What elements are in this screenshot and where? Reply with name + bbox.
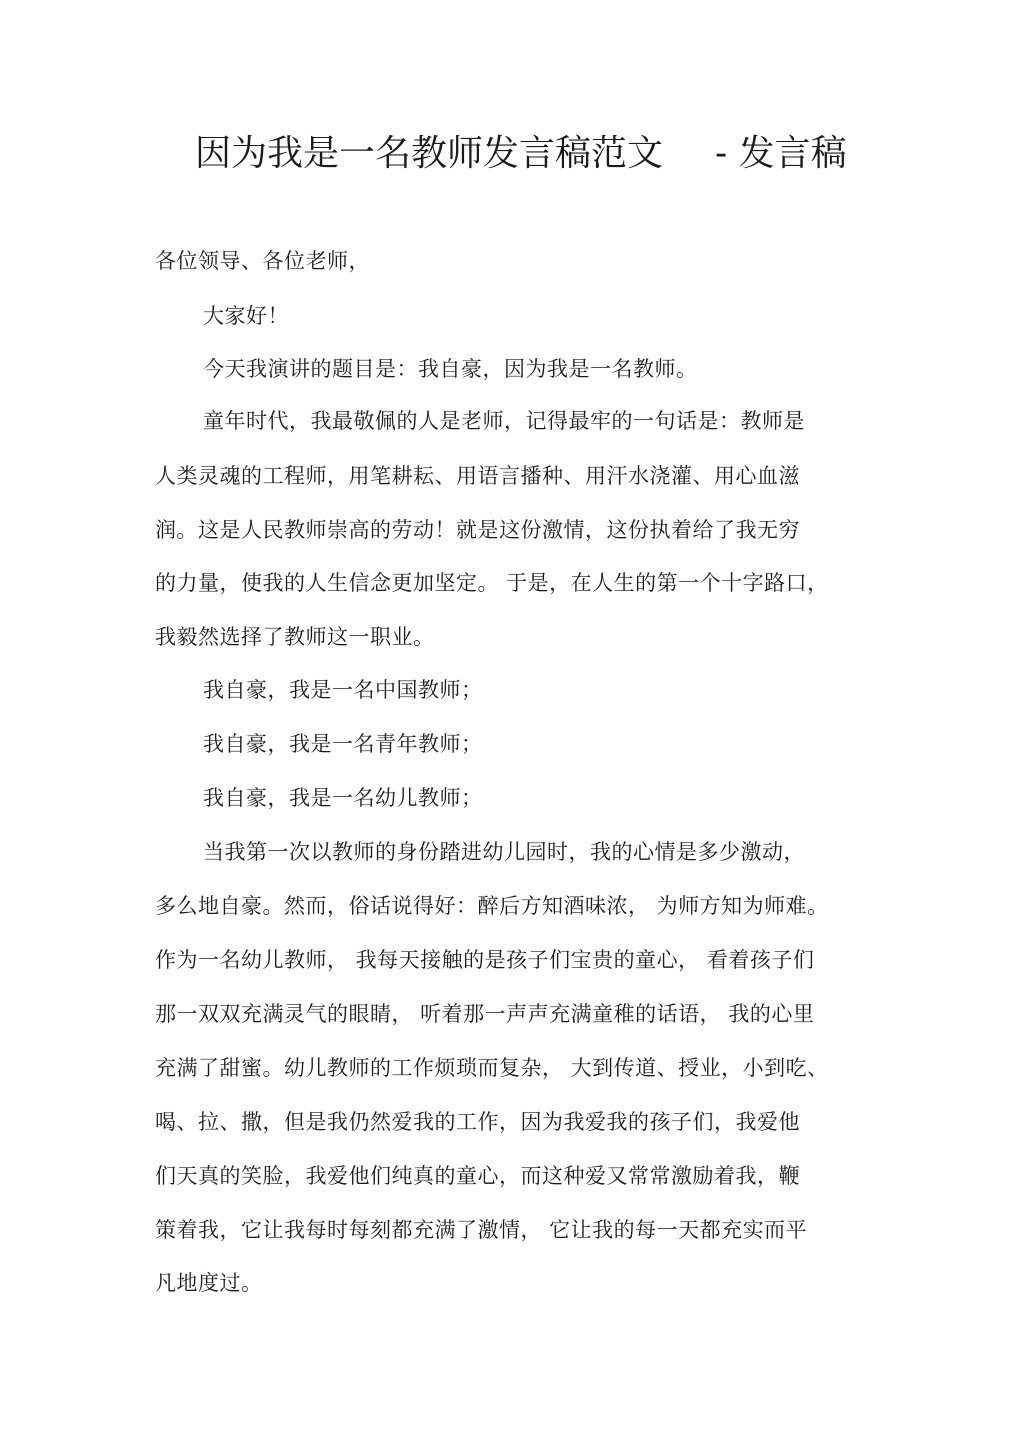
- salutation-line: 各位领导、各位老师，: [155, 249, 370, 273]
- paragraph-line: 润。这是人民教师崇高的劳动！就是这份激情，这份执着给了我无穷: [155, 518, 800, 542]
- document-title: [195, 128, 847, 180]
- paragraph-line: 充满了甜蜜。幼儿教师的工作烦琐而复杂， 大到传道、授业，小到吃、: [155, 1056, 829, 1080]
- paragraph-line: 童年时代，我最敬佩的人是老师，记得最牢的一句话是：教师是: [203, 409, 805, 433]
- paragraph-line: 当我第一次以教师的身份踏进幼儿园时，我的心情是多少激动，: [203, 840, 805, 864]
- paragraph-line: 我自豪，我是一名幼儿教师；: [203, 786, 483, 810]
- paragraph-line: 今天我演讲的题目是：我自豪，因为我是一名教师。: [203, 357, 698, 381]
- paragraph-line: 我自豪，我是一名中国教师；: [203, 678, 483, 702]
- paragraph-line: 我毅然选择了教师这一职业。: [155, 625, 435, 649]
- paragraph-line: 那一双双充满灵气的眼睛， 听着那一声声充满童稚的话语， 我的心里: [155, 1002, 815, 1026]
- paragraph-line: 人类灵魂的工程师，用笔耕耘、用语言播种、用汗水浇灌、用心血滋: [155, 464, 800, 488]
- title-suffix: - 发言稿: [715, 133, 847, 174]
- title-main: 因为我是一名教师发言稿范文: [195, 133, 664, 174]
- greeting-line: 大家好！: [203, 304, 289, 328]
- paragraph-line: 的力量，使我的人生信念更加坚定。 于是，在人生的第一个十字路口，: [155, 571, 829, 595]
- paragraph-line: 凡地度过。: [155, 1271, 263, 1295]
- paragraph-line: 策着我，它让我每时每刻都充满了激情， 它让我的每一天都充实而平: [155, 1218, 808, 1242]
- paragraph-line: 们天真的笑脸，我爱他们纯真的童心，而这种爱又常常激励着我，鞭: [155, 1164, 800, 1188]
- paragraph-line: 多么地自豪。然而，俗话说得好：醉后方知酒味浓， 为师方知为师难。: [155, 894, 829, 918]
- paragraph-line: 我自豪，我是一名青年教师；: [203, 732, 483, 756]
- paragraph-line: 喝、拉、撒，但是我仍然爱我的工作，因为我爱我的孩子们，我爱他: [155, 1110, 800, 1134]
- paragraph-line: 作为一名幼儿教师， 我每天接触的是孩子们宝贵的童心， 看着孩子们: [155, 948, 815, 972]
